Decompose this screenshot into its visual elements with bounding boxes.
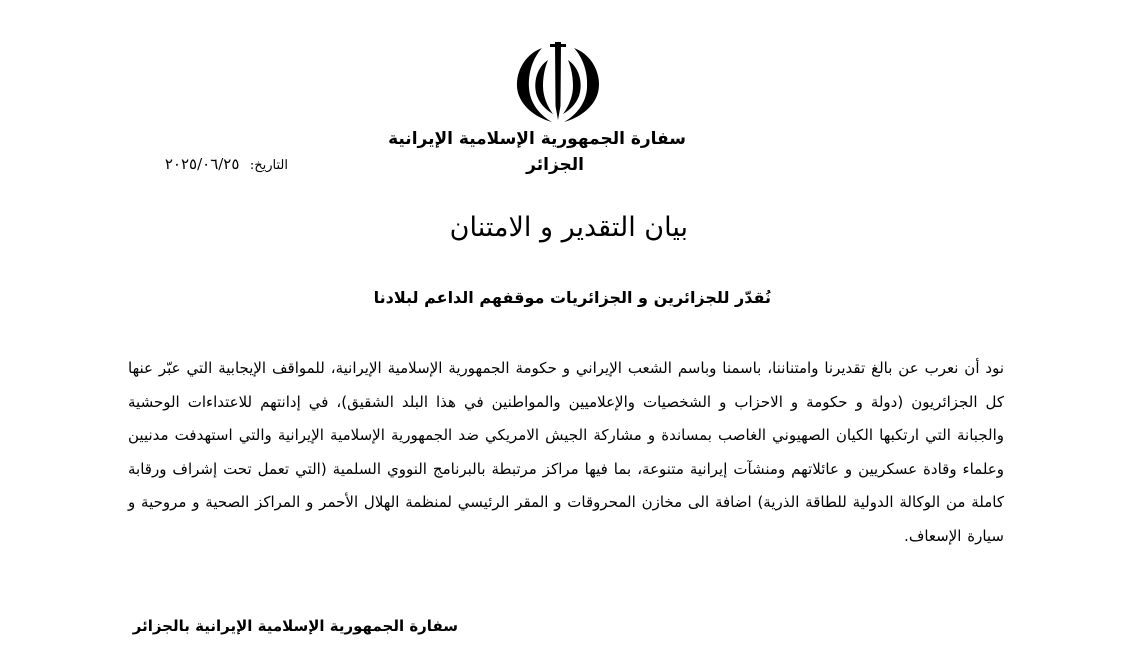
statement-subtitle: نُقدّر للجزائرين و الجزائريات موقفهم الداعم لبلادنا xyxy=(373,288,771,307)
iran-emblem-icon xyxy=(512,40,604,124)
embassy-city: الجزائر xyxy=(526,155,584,175)
signature: سفارة الجمهورية الإسلامية الإيرانية بالجزائر xyxy=(132,617,458,635)
date-value: ٢٠٢٥/٠٦/٢٥ xyxy=(164,155,240,173)
date-label: التاريخ: xyxy=(249,158,288,173)
statement-title: بيان التقدير و الامتنان xyxy=(449,212,688,243)
embassy-name: سفارة الجمهورية الإسلامية الإيرانية xyxy=(388,129,686,149)
date-line xyxy=(130,155,288,173)
statement-body: نود أن نعرب عن بالغ تقديرنا وامتناننا، باسمنا وباسم الشعب الإيراني و حكومة الجمهورية الإسلامية الإيرانية، للمواقف الإيجابية التي عبّر عنها كل الجزائريون (دولة و حكومة و الاحزاب و الشخصيات والإعلاميين والمواطنين في هذا البلد الشقيق)، في إدانتهم للاعتداءات الوحشية والجبانة التي ارتكبها الكيان الصهيوني الغاصب بمساندة و مشاركة الجيش الامريكي ضد الجمهورية الإسلامية الإيرانية والتي استهدفت مدنيين وعلماء وقادة عسكريين و عائلاتهم ومنشآت إيرانية متنوعة، بما فيها مراكز مرتبطة بالبرنامج النووي السلمية (التي تعمل تحت إشراف ورقابة كاملة من الوكالة الدولية للطاقة الذرية) اضافة الى مخازن المحروقات و المقر الرئيسي لمنظمة الهلال الأحمر و المراكز الصحية و مروحية و سيارة الإسعاف. xyxy=(128,359,1004,545)
embassy-header xyxy=(388,126,686,178)
